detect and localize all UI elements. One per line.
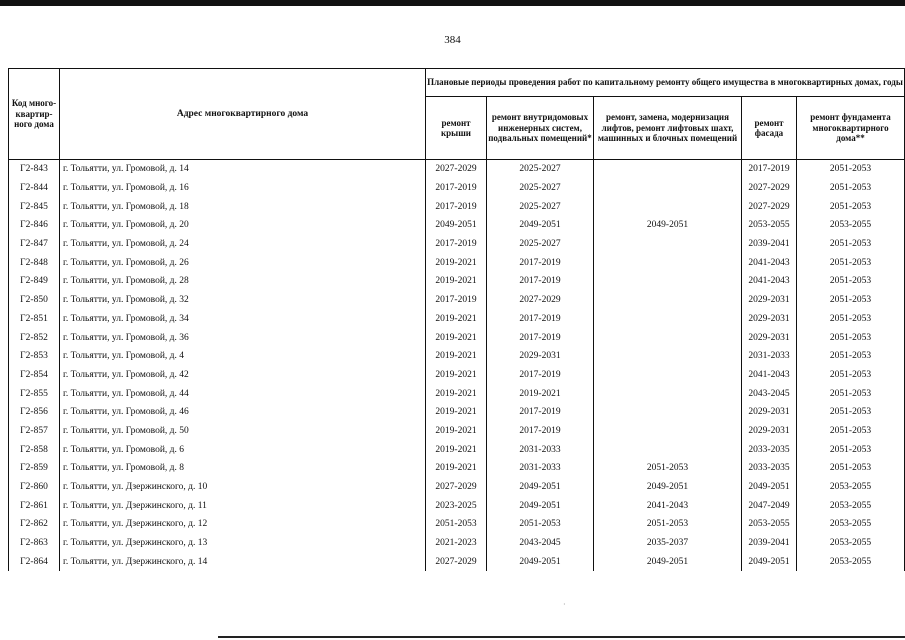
cell-roof: 2019-2021: [426, 347, 487, 366]
cell-foundation: 2051-2053: [797, 459, 905, 478]
cell-engineering: 2049-2051: [487, 552, 594, 571]
cell-roof: 2019-2021: [426, 253, 487, 272]
cell-code: Г2-855: [9, 384, 60, 403]
cell-foundation: 2053-2055: [797, 534, 905, 553]
cell-address: г. Тольятти, ул. Громовой, д. 46: [60, 403, 426, 422]
header-roof: ремонт крыши: [426, 97, 487, 160]
cell-address: г. Тольятти, ул. Громовой, д. 18: [60, 197, 426, 216]
cell-roof: 2021-2023: [426, 534, 487, 553]
cell-foundation: 2053-2055: [797, 515, 905, 534]
bottom-border-line: [218, 636, 905, 638]
cell-address: г. Тольятти, ул. Громовой, д. 14: [60, 160, 426, 179]
cell-foundation: 2053-2055: [797, 216, 905, 235]
cell-address: г. Тольятти, ул. Громовой, д. 42: [60, 366, 426, 385]
table-row: [9, 328, 905, 347]
table-row: [9, 272, 905, 291]
cell-code: Г2-847: [9, 235, 60, 254]
cell-roof: 2051-2053: [426, 515, 487, 534]
cell-elevators: 2049-2051: [594, 216, 742, 235]
cell-roof: 2049-2051: [426, 216, 487, 235]
cell-elevators: [594, 347, 742, 366]
cell-code: Г2-856: [9, 403, 60, 422]
table-row: [9, 440, 905, 459]
cell-foundation: 2053-2055: [797, 552, 905, 571]
cell-address: г. Тольятти, ул. Громовой, д. 4: [60, 347, 426, 366]
cell-code: Г2-858: [9, 440, 60, 459]
cell-roof: 2019-2021: [426, 384, 487, 403]
table-row: [9, 478, 905, 497]
cell-address: г. Тольятти, ул. Громовой, д. 28: [60, 272, 426, 291]
cell-facade: 2039-2041: [742, 235, 797, 254]
cell-roof: 2019-2021: [426, 440, 487, 459]
cell-elevators: [594, 197, 742, 216]
table-row: [9, 179, 905, 198]
table-row: [9, 422, 905, 441]
cell-elevators: [594, 328, 742, 347]
cell-foundation: 2051-2053: [797, 440, 905, 459]
scan-artifact: ·: [563, 600, 566, 609]
cell-engineering: 2027-2029: [487, 291, 594, 310]
cell-code: Г2-846: [9, 216, 60, 235]
cell-address: г. Тольятти, ул. Дзержинского, д. 10: [60, 478, 426, 497]
cell-roof: 2019-2021: [426, 310, 487, 329]
cell-elevators: 2051-2053: [594, 459, 742, 478]
cell-foundation: 2051-2053: [797, 272, 905, 291]
cell-foundation: 2051-2053: [797, 384, 905, 403]
cell-elevators: [594, 310, 742, 329]
cell-foundation: 2051-2053: [797, 310, 905, 329]
cell-elevators: [594, 384, 742, 403]
cell-foundation: 2051-2053: [797, 366, 905, 385]
cell-facade: 2029-2031: [742, 310, 797, 329]
table-row: [9, 216, 905, 235]
cell-elevators: [594, 440, 742, 459]
cell-engineering: 2017-2019: [487, 310, 594, 329]
page-number: 384: [444, 34, 461, 46]
header-engineering: ремонт внутридомовых инженерных систем, подвальных помещений*: [487, 97, 594, 160]
cell-elevators: 2041-2043: [594, 496, 742, 515]
cell-foundation: 2051-2053: [797, 179, 905, 198]
cell-elevators: [594, 422, 742, 441]
cell-address: г. Тольятти, ул. Громовой, д. 50: [60, 422, 426, 441]
cell-address: г. Тольятти, ул. Дзержинского, д. 12: [60, 515, 426, 534]
cell-foundation: 2051-2053: [797, 253, 905, 272]
cell-facade: 2017-2019: [742, 160, 797, 179]
cell-facade: 2027-2029: [742, 179, 797, 198]
cell-facade: 2043-2045: [742, 384, 797, 403]
cell-facade: 2041-2043: [742, 366, 797, 385]
cell-address: г. Тольятти, ул. Дзержинского, д. 13: [60, 534, 426, 553]
cell-engineering: 2017-2019: [487, 422, 594, 441]
cell-engineering: 2017-2019: [487, 366, 594, 385]
cell-code: Г2-860: [9, 478, 60, 497]
header-address: Адрес многоквартирного дома: [60, 69, 426, 160]
cell-engineering: 2025-2027: [487, 179, 594, 198]
cell-code: Г2-849: [9, 272, 60, 291]
cell-facade: 2033-2035: [742, 440, 797, 459]
table-row: [9, 366, 905, 385]
cell-engineering: 2049-2051: [487, 478, 594, 497]
cell-roof: 2019-2021: [426, 422, 487, 441]
cell-elevators: [594, 160, 742, 179]
cell-elevators: 2049-2051: [594, 478, 742, 497]
cell-facade: 2031-2033: [742, 347, 797, 366]
table-row: [9, 235, 905, 254]
cell-elevators: [594, 179, 742, 198]
cell-address: г. Тольятти, ул. Дзержинского, д. 11: [60, 496, 426, 515]
cell-elevators: [594, 366, 742, 385]
cell-elevators: [594, 253, 742, 272]
header-facade: ремонт фасада: [742, 97, 797, 160]
header-planned-periods: Плановые периоды проведения работ по капитальному ремонту общего имущества в многоквартирных домах, годы: [426, 69, 905, 97]
cell-roof: 2023-2025: [426, 496, 487, 515]
cell-roof: 2019-2021: [426, 366, 487, 385]
cell-address: г. Тольятти, ул. Громовой, д. 24: [60, 235, 426, 254]
cell-engineering: 2051-2053: [487, 515, 594, 534]
cell-code: Г2-845: [9, 197, 60, 216]
table-row: [9, 253, 905, 272]
cell-elevators: [594, 291, 742, 310]
cell-code: Г2-851: [9, 310, 60, 329]
cell-facade: 2041-2043: [742, 253, 797, 272]
cell-engineering: 2031-2033: [487, 440, 594, 459]
cell-roof: 2017-2019: [426, 197, 487, 216]
cell-facade: 2029-2031: [742, 328, 797, 347]
cell-facade: 2053-2055: [742, 216, 797, 235]
cell-roof: 2027-2029: [426, 478, 487, 497]
table-row: [9, 552, 905, 571]
header-row-top: [9, 69, 905, 97]
cell-elevators: 2051-2053: [594, 515, 742, 534]
cell-code: Г2-848: [9, 253, 60, 272]
cell-code: Г2-854: [9, 366, 60, 385]
cell-facade: 2039-2041: [742, 534, 797, 553]
cell-roof: 2017-2019: [426, 291, 487, 310]
cell-engineering: 2017-2019: [487, 403, 594, 422]
cell-address: г. Тольятти, ул. Громовой, д. 6: [60, 440, 426, 459]
cell-facade: 2049-2051: [742, 552, 797, 571]
capital-repair-table: [8, 68, 905, 571]
cell-code: Г2-862: [9, 515, 60, 534]
header-elevators: ремонт, замена, модернизация лифтов, ремонт лифтовых шахт, машинных и блочных помещений: [594, 97, 742, 160]
cell-code: Г2-844: [9, 179, 60, 198]
cell-code: Г2-857: [9, 422, 60, 441]
cell-roof: 2027-2029: [426, 552, 487, 571]
cell-roof: 2017-2019: [426, 179, 487, 198]
table-row: [9, 459, 905, 478]
table-row: [9, 403, 905, 422]
cell-elevators: [594, 272, 742, 291]
cell-engineering: 2049-2051: [487, 496, 594, 515]
cell-foundation: 2051-2053: [797, 160, 905, 179]
cell-facade: 2049-2051: [742, 478, 797, 497]
cell-address: г. Тольятти, ул. Громовой, д. 16: [60, 179, 426, 198]
cell-address: г. Тольятти, ул. Громовой, д. 36: [60, 328, 426, 347]
cell-foundation: 2053-2055: [797, 496, 905, 515]
cell-roof: 2019-2021: [426, 459, 487, 478]
table-row: [9, 347, 905, 366]
cell-code: Г2-843: [9, 160, 60, 179]
cell-facade: 2041-2043: [742, 272, 797, 291]
cell-engineering: 2043-2045: [487, 534, 594, 553]
cell-code: Г2-861: [9, 496, 60, 515]
cell-facade: 2029-2031: [742, 403, 797, 422]
table-row: [9, 496, 905, 515]
table-row: [9, 160, 905, 179]
cell-engineering: 2019-2021: [487, 384, 594, 403]
cell-engineering: 2017-2019: [487, 328, 594, 347]
cell-elevators: 2049-2051: [594, 552, 742, 571]
table-row: [9, 384, 905, 403]
cell-roof: 2019-2021: [426, 272, 487, 291]
header-foundation: ремонт фундамента многоквартирного дома**: [797, 97, 905, 160]
cell-foundation: 2051-2053: [797, 328, 905, 347]
cell-code: Г2-850: [9, 291, 60, 310]
cell-foundation: 2051-2053: [797, 197, 905, 216]
cell-engineering: 2025-2027: [487, 235, 594, 254]
cell-engineering: 2029-2031: [487, 347, 594, 366]
cell-address: г. Тольятти, ул. Громовой, д. 34: [60, 310, 426, 329]
cell-roof: 2027-2029: [426, 160, 487, 179]
cell-engineering: 2031-2033: [487, 459, 594, 478]
cell-foundation: 2051-2053: [797, 422, 905, 441]
cell-roof: 2019-2021: [426, 328, 487, 347]
cell-code: Г2-864: [9, 552, 60, 571]
cell-address: г. Тольятти, ул. Громовой, д. 20: [60, 216, 426, 235]
cell-foundation: 2051-2053: [797, 403, 905, 422]
table-body: [9, 160, 905, 572]
cell-address: г. Тольятти, ул. Громовой, д. 8: [60, 459, 426, 478]
cell-facade: 2033-2035: [742, 459, 797, 478]
table-row: [9, 310, 905, 329]
table-row: [9, 291, 905, 310]
cell-code: Г2-859: [9, 459, 60, 478]
cell-elevators: [594, 235, 742, 254]
cell-address: г. Тольятти, ул. Дзержинского, д. 14: [60, 552, 426, 571]
cell-elevators: 2035-2037: [594, 534, 742, 553]
cell-facade: 2047-2049: [742, 496, 797, 515]
cell-address: г. Тольятти, ул. Громовой, д. 32: [60, 291, 426, 310]
table-row: [9, 534, 905, 553]
cell-foundation: 2051-2053: [797, 235, 905, 254]
cell-address: г. Тольятти, ул. Громовой, д. 44: [60, 384, 426, 403]
cell-engineering: 2025-2027: [487, 160, 594, 179]
cell-engineering: 2017-2019: [487, 253, 594, 272]
cell-roof: 2017-2019: [426, 235, 487, 254]
cell-foundation: 2051-2053: [797, 347, 905, 366]
cell-roof: 2019-2021: [426, 403, 487, 422]
table-row: [9, 515, 905, 534]
cell-facade: 2053-2055: [742, 515, 797, 534]
cell-code: Г2-853: [9, 347, 60, 366]
cell-facade: 2029-2031: [742, 291, 797, 310]
cell-code: Г2-863: [9, 534, 60, 553]
cell-address: г. Тольятти, ул. Громовой, д. 26: [60, 253, 426, 272]
cell-engineering: 2017-2019: [487, 272, 594, 291]
cell-code: Г2-852: [9, 328, 60, 347]
header-code: Код много-квартир-ного дома: [9, 69, 60, 160]
cell-engineering: 2025-2027: [487, 197, 594, 216]
cell-engineering: 2049-2051: [487, 216, 594, 235]
cell-elevators: [594, 403, 742, 422]
cell-foundation: 2051-2053: [797, 291, 905, 310]
cell-facade: 2029-2031: [742, 422, 797, 441]
top-border-bar: [0, 0, 905, 6]
cell-foundation: 2053-2055: [797, 478, 905, 497]
cell-facade: 2027-2029: [742, 197, 797, 216]
table-row: [9, 197, 905, 216]
